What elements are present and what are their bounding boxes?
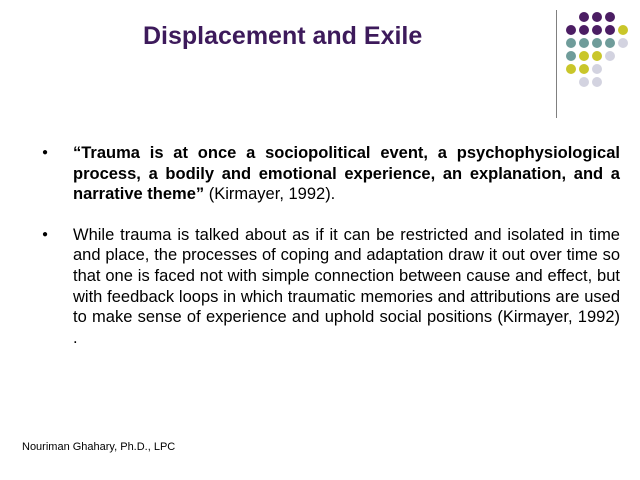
bullet-icon: ● bbox=[42, 147, 49, 158]
presenter-footer: Nouriman Ghahary, Ph.D., LPC bbox=[22, 441, 176, 453]
decorative-dot bbox=[592, 64, 602, 74]
decorative-dot bbox=[605, 12, 615, 22]
decorative-dot-grid bbox=[0, 0, 640, 120]
decorative-dot bbox=[579, 64, 589, 74]
bullet-item-1 bbox=[42, 143, 620, 205]
decorative-dot bbox=[566, 38, 576, 48]
decorative-dot bbox=[605, 38, 615, 48]
decorative-dot bbox=[566, 64, 576, 74]
decorative-dot bbox=[579, 77, 589, 87]
decorative-dot bbox=[579, 25, 589, 35]
decorative-dot bbox=[605, 51, 615, 61]
bullet-text-1 bbox=[73, 143, 620, 205]
decorative-dot bbox=[592, 25, 602, 35]
decorative-dot bbox=[566, 51, 576, 61]
trauma-definition-quote: “Trauma is at once a sociopolitical event, a psychophysiological process, a bodily and emotional experience, an explanation, and a narrative theme” bbox=[73, 144, 620, 204]
decorative-dot bbox=[592, 38, 602, 48]
decorative-dot bbox=[579, 38, 589, 48]
decorative-dot bbox=[579, 51, 589, 61]
bullet-text-2: While trauma is talked about as if it can be restricted and isolated in time and place, the processes of coping and adaptation draw it out over time so that one is faced not with simple connection between cause and effect, but with feedback loops in which traumatic memories and attributions are used to make sense of experience and uphold social positions (Kirmayer, 1992) . bbox=[73, 225, 620, 347]
decorative-dot bbox=[579, 12, 589, 22]
quote-citation: (Kirmayer, 1992). bbox=[204, 185, 336, 204]
decorative-dot bbox=[592, 12, 602, 22]
decorative-dot bbox=[592, 51, 602, 61]
decorative-dot bbox=[605, 25, 615, 35]
decorative-dot bbox=[566, 25, 576, 35]
decorative-dot bbox=[618, 38, 628, 48]
bullet-item-2 bbox=[42, 225, 620, 349]
bullet-icon: ● bbox=[42, 228, 49, 240]
decorative-dot bbox=[592, 77, 602, 87]
bullet-list bbox=[42, 143, 620, 368]
decorative-dot bbox=[618, 25, 628, 35]
slide-title: Displacement and Exile bbox=[143, 22, 423, 50]
